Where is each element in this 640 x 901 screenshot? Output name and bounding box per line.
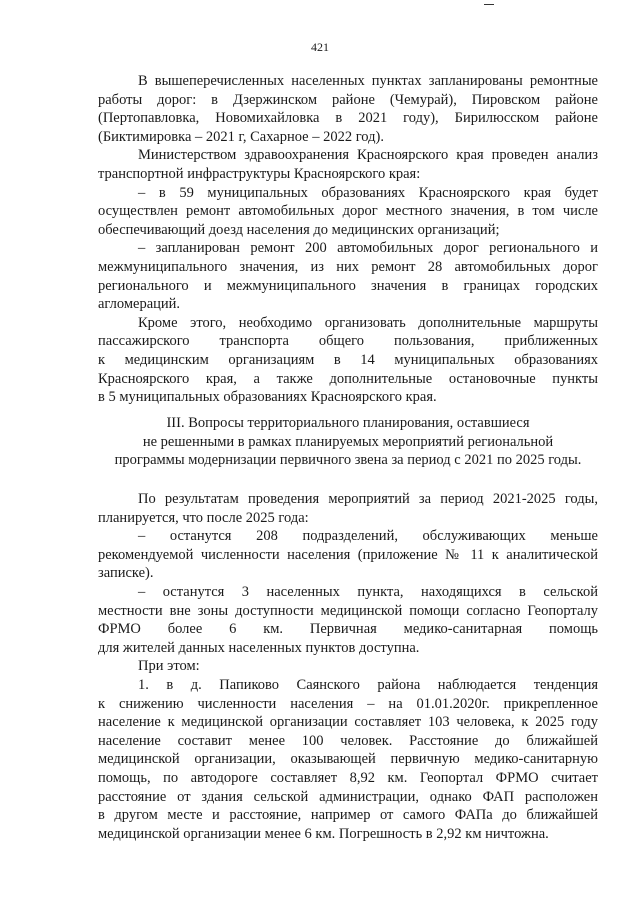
- paragraph-line: – запланирован ремонт 200 автомобильных дорог регионального и: [138, 240, 598, 257]
- paragraph-line: расстояние от здания сельской администрации, однако ФАП расположен: [98, 788, 598, 805]
- paragraph-line: медицинской организации, оказывающей первичную медико-санитарную: [98, 751, 598, 768]
- paragraph-line: пассажирского транспорта общего пользования, приближенных: [98, 333, 598, 350]
- paragraph-line: обеспечивающий доезд населения до медицинских организаций;: [98, 221, 500, 238]
- paragraph-line: транспортной инфраструктуры Красноярского края:: [98, 165, 421, 182]
- paragraph-line: межмуниципального значения, из них ремонт 28 автомобильных дорог: [98, 258, 598, 275]
- paragraph-line: к медицинским организациям в 14 муниципальных образованиях: [98, 351, 598, 368]
- paragraph-line: 1. в д. Папиково Саянского района наблюдается тенденция: [138, 676, 598, 693]
- paragraph-line: в 5 муниципальных образованиях Красноярского края.: [98, 389, 437, 406]
- paragraph-line: При этом:: [138, 658, 200, 675]
- paragraph-line: планируется, что после 2025 года:: [98, 509, 309, 526]
- paragraph-line: регионального и межмуниципального значения в границах городских: [98, 277, 598, 294]
- top-mark: [484, 4, 494, 5]
- heading-line: не решенными в рамках планируемых мероприятий региональной: [142, 433, 554, 450]
- paragraph-line: помощь, по автодороге составляет 8,92 км. Геопортал ФРМО считает: [98, 769, 598, 786]
- paragraph-line: для жителей данных населенных пунктов доступна.: [98, 639, 420, 656]
- paragraph-line: По результатам проведения мероприятий за период 2021-2025 годы,: [138, 491, 598, 507]
- paragraph-line: Красноярского края, а также дополнительные остановочные пункты: [98, 370, 598, 387]
- paragraph-line: к снижению численности населения – на 01.01.2020г. прикрепленное: [98, 695, 598, 712]
- paragraph-line: медицинской организации менее 6 км. Погрешность в 2,92 км ничтожна.: [98, 825, 549, 842]
- paragraph-line: агломераций.: [98, 296, 181, 313]
- paragraph-line: – в 59 муниципальных образованиях Красноярского края будет: [138, 184, 598, 201]
- paragraph-line: местности вне зоны доступности медицинской помощи согласно Геопорталу: [98, 602, 598, 619]
- paragraph-line: в другом месте и расстояние, например от самого ФАПа до ближайшей: [98, 807, 598, 824]
- paragraph-line: работы дорог: в Дзержинском районе (Чемурай), Пировском районе: [98, 91, 598, 108]
- paragraph-line: Кроме этого, необходимо организовать дополнительные маршруты: [138, 314, 598, 331]
- paragraph-line: записке).: [98, 565, 154, 582]
- page-number: 421: [311, 40, 329, 54]
- paragraph-line: осуществлен ремонт автомобильных дорог местного значения, в том числе: [98, 203, 598, 220]
- section-heading: [98, 414, 598, 470]
- paragraph-line: В вышеперечисленных населенных пунктах запланированы ремонтные: [138, 73, 598, 89]
- text-block-planning: [98, 490, 598, 843]
- paragraph-line: Министерством здравоохранения Красноярского края проведен анализ: [138, 147, 598, 164]
- paragraph-line: ФРМО более 6 км. Первичная медико-санитарная помощь: [98, 621, 598, 638]
- paragraph-line: население к медицинской организации составляет 103 человека, к 2025 году: [98, 714, 598, 731]
- paragraph-line: – останутся 208 подразделений, обслуживающих меньше: [138, 528, 598, 545]
- heading-line: III. Вопросы территориального планирования, оставшиеся: [166, 415, 530, 431]
- paragraph-line: рекомендуемой численности населения (приложение № 11 к аналитической: [98, 546, 598, 563]
- heading-line: программы модернизации первичного звена за период с 2021 по 2025 годы.: [114, 452, 582, 469]
- text-block-roads: [98, 72, 598, 407]
- paragraph-line: – останутся 3 населенных пункта, находящихся в сельской: [138, 583, 598, 600]
- paragraph-line: (Биктимировка – 2021 г, Сахарное – 2022 год).: [98, 128, 384, 145]
- paragraph-line: население составит менее 100 человек. Расстояние до ближайшей: [98, 732, 598, 749]
- paragraph-line: (Пертопавловка, Новомихайловка в 2021 году), Бирилюсском районе: [98, 110, 598, 127]
